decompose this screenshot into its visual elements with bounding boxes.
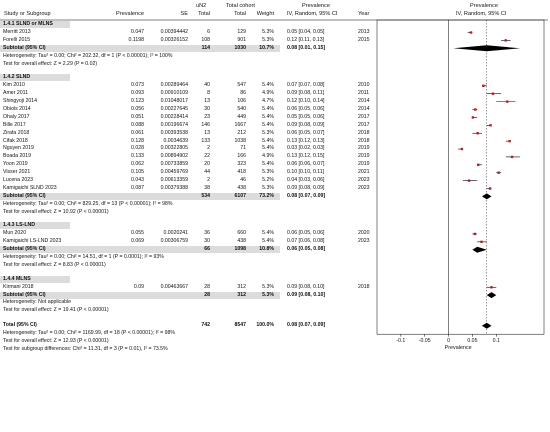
study-year: 2023 bbox=[358, 238, 370, 245]
study-year: 2023 bbox=[358, 177, 370, 184]
study-ci: 0.09 [0.08, 0.09] bbox=[287, 184, 325, 191]
header-total: Total bbox=[234, 11, 246, 17]
overall-effect-text: Test for overall effect: Z = 2.29 (P = 0.02) bbox=[3, 60, 98, 67]
study-year: 2021 bbox=[358, 169, 370, 176]
study-un2: 8 bbox=[207, 90, 210, 97]
study-ci: 0.10 [0.10, 0.11] bbox=[287, 169, 325, 176]
study-prevalence: 0.087 bbox=[131, 184, 144, 191]
subtotal-un2: 114 bbox=[201, 44, 210, 51]
study-point bbox=[476, 132, 478, 134]
study-point bbox=[489, 124, 491, 126]
x-axis-label: Prevalence bbox=[444, 345, 472, 352]
study-name: Obiols 2014 bbox=[3, 105, 31, 112]
group-title: 1.4.2 SLND bbox=[3, 74, 31, 81]
study-weight: 4.9% bbox=[262, 153, 274, 160]
study-ci: 0.06 [0.05, 0.07] bbox=[287, 129, 325, 136]
study-total: 901 bbox=[237, 36, 246, 43]
study-prevalence: 0.028 bbox=[131, 145, 144, 152]
study-un2: 133 bbox=[201, 137, 210, 144]
study-year: 2018 bbox=[358, 129, 370, 136]
study-point bbox=[461, 148, 463, 150]
study-year: 2014 bbox=[358, 98, 370, 105]
study-un2: 13 bbox=[204, 98, 210, 105]
subtotal-weight: 5.3% bbox=[262, 291, 274, 298]
heterogeneity-text: Heterogeneity: Tau² = 0.00; Chi² = 14.51, df = 1 (P = 0.0001); I² = 93% bbox=[3, 254, 164, 261]
study-prevalence: 0.128 bbox=[131, 137, 144, 144]
study-se: 0.00733859 bbox=[160, 161, 188, 168]
study-point bbox=[480, 241, 482, 243]
study-total: 323 bbox=[237, 161, 246, 168]
header-ci-group: Prevalence bbox=[302, 3, 330, 9]
study-total: 1667 bbox=[234, 121, 246, 128]
study-weight: 5.4% bbox=[262, 161, 274, 168]
study-prevalence: 0.093 bbox=[131, 90, 144, 97]
study-weight: 5.3% bbox=[262, 28, 274, 35]
study-weight: 5.2% bbox=[262, 177, 274, 184]
study-year: 2019 bbox=[358, 145, 370, 152]
study-prevalence: 0.105 bbox=[131, 169, 144, 176]
subtotal-label: Subtotal (95% CI) bbox=[3, 246, 46, 253]
study-un2: 23 bbox=[204, 113, 210, 120]
study-name: Boada 2019 bbox=[3, 153, 31, 160]
total-total: 8547 bbox=[234, 322, 246, 329]
study-name: Forelli 2015 bbox=[3, 36, 31, 43]
total-ci: 0.08 [0.07, 0.09] bbox=[287, 322, 326, 329]
study-prevalence: 0.056 bbox=[131, 105, 144, 112]
study-prevalence: 0.1198 bbox=[128, 36, 144, 43]
study-un2: 30 bbox=[204, 238, 210, 245]
subtotal-weight: 10.8% bbox=[259, 246, 274, 253]
study-ci: 0.06 [0.06, 0.07] bbox=[287, 161, 325, 168]
study-ci: 0.09 [0.08, 0.09] bbox=[287, 121, 325, 128]
study-total: 166 bbox=[237, 153, 246, 160]
study-weight: 5.4% bbox=[262, 145, 274, 152]
study-weight: 5.4% bbox=[262, 230, 274, 237]
overall-effect-text: Test for overall effect: Z = 19.41 (P < 0.00001) bbox=[3, 307, 109, 314]
header-se: SE bbox=[180, 11, 188, 17]
study-point bbox=[489, 187, 491, 189]
study-ci: 0.07 [0.07, 0.08] bbox=[287, 82, 325, 89]
study-name: Mun 2020 bbox=[3, 230, 27, 237]
header-un2-total: Total bbox=[198, 11, 210, 17]
study-weight: 4.9% bbox=[262, 90, 274, 97]
study-se: 0.00379388 bbox=[160, 184, 188, 191]
study-un2: 13 bbox=[204, 129, 210, 136]
study-name: Merritt 2013 bbox=[3, 28, 31, 35]
x-tick-label: -0.05 bbox=[418, 338, 431, 345]
study-year: 2017 bbox=[358, 121, 370, 128]
subtotal-total: 1098 bbox=[234, 246, 246, 253]
study-point bbox=[474, 108, 476, 110]
study-prevalence: 0.069 bbox=[131, 238, 144, 245]
study-year: 2018 bbox=[358, 137, 370, 144]
subtotal-un2: 66 bbox=[204, 246, 210, 253]
study-point bbox=[490, 286, 492, 288]
subtotal-weight: 10.7% bbox=[259, 44, 274, 51]
header-un2-group: uN2 bbox=[196, 3, 207, 9]
study-ci: 0.12 [0.11, 0.13] bbox=[287, 36, 325, 43]
subtotal-diamond bbox=[472, 247, 486, 253]
study-weight: 4.7% bbox=[262, 98, 274, 105]
study-un2: 40 bbox=[204, 82, 210, 89]
study-name: Kamigaichi LS-LND 2023 bbox=[3, 238, 62, 245]
study-un2: 108 bbox=[201, 36, 210, 43]
study-name: Kim 2010 bbox=[3, 82, 25, 89]
study-ci: 0.06 [0.05, 0.06] bbox=[287, 105, 325, 112]
study-se: 0.00306759 bbox=[160, 238, 188, 245]
study-prevalence: 0.062 bbox=[131, 161, 144, 168]
study-year: 2011 bbox=[358, 90, 370, 97]
x-tick-label: 0 bbox=[447, 338, 451, 345]
subtotal-un2: 534 bbox=[201, 192, 210, 199]
study-point bbox=[477, 164, 479, 166]
study-weight: 5.3% bbox=[262, 129, 274, 136]
study-un2: 30 bbox=[204, 105, 210, 112]
study-point bbox=[468, 179, 470, 181]
study-name: Yoon 2019 bbox=[3, 161, 28, 168]
study-name: Kirmani 2018 bbox=[3, 283, 34, 290]
study-name: Zirafa 2018 bbox=[3, 129, 30, 136]
study-weight: 5.4% bbox=[262, 113, 274, 120]
study-weight: 5.4% bbox=[262, 105, 274, 112]
group-title: 1.4.3 LS-LND bbox=[3, 222, 35, 229]
subtotal-label: Subtotal (95% CI) bbox=[3, 291, 46, 298]
total-weight: 100.0% bbox=[256, 322, 274, 329]
study-name: Lucena 2023 bbox=[3, 177, 34, 184]
study-un2: 6 bbox=[207, 28, 210, 35]
study-ci: 0.09 [0.08, 0.11] bbox=[287, 90, 325, 97]
study-weight: 5.4% bbox=[262, 137, 274, 144]
study-point bbox=[474, 233, 476, 235]
subtotal-label: Subtotal (95% CI) bbox=[3, 44, 46, 51]
header-ci: IV, Random, 95% CI bbox=[287, 11, 338, 17]
footer-note: Heterogeneity: Tau² = 0.00; Chi² = 1169.99, df = 18 (P < 0.00001); I² = 98% bbox=[3, 330, 176, 337]
study-ci: 0.06 [0.05, 0.06] bbox=[287, 230, 325, 237]
study-se: 0.00613359 bbox=[160, 177, 188, 184]
study-un2: 28 bbox=[204, 283, 210, 290]
header-plot-group: Prevalence bbox=[470, 3, 498, 9]
study-prevalence: 0.051 bbox=[131, 113, 144, 120]
study-name: Shingyoji 2014 bbox=[3, 98, 38, 105]
header-weight: Weight bbox=[256, 11, 274, 17]
study-point bbox=[497, 172, 499, 174]
study-un2: 20 bbox=[204, 161, 210, 168]
study-total: 1038 bbox=[234, 137, 246, 144]
study-un2: 44 bbox=[204, 169, 210, 176]
study-year: 2017 bbox=[358, 113, 370, 120]
overall-effect-text: Test for overall effect: Z = 8.83 (P < 0.00001) bbox=[3, 261, 106, 268]
subtotal-weight: 73.2% bbox=[259, 192, 274, 199]
study-ci: 0.09 [0.08, 0.10] bbox=[287, 283, 325, 290]
x-tick-label: -0.1 bbox=[396, 338, 406, 345]
study-total: 46 bbox=[240, 177, 246, 184]
study-un2: 2 bbox=[207, 145, 210, 152]
total-un2: 742 bbox=[201, 322, 210, 329]
study-prevalence: 0.047 bbox=[131, 28, 144, 35]
study-se: 0.00463667 bbox=[160, 283, 188, 290]
study-year: 2018 bbox=[358, 283, 370, 290]
study-total: 71 bbox=[240, 145, 246, 152]
study-total: 418 bbox=[237, 169, 246, 176]
subtotal-total: 6107 bbox=[234, 192, 246, 199]
study-se: 0.00459769 bbox=[160, 169, 188, 176]
study-se: 0.00227645 bbox=[160, 105, 188, 112]
study-point bbox=[508, 140, 510, 142]
overall-effect-text: Test for overall effect: Z = 10.92 (P < 0.00001) bbox=[3, 208, 109, 215]
study-total: 438 bbox=[237, 238, 246, 245]
study-year: 2013 bbox=[358, 28, 370, 35]
subtotal-ci: 0.08 [0.07, 0.09] bbox=[287, 192, 326, 199]
study-se: 0.00289464 bbox=[160, 82, 188, 89]
study-name: Kamigaichi SLND 2023 bbox=[3, 184, 57, 191]
study-prevalence: 0.043 bbox=[131, 177, 144, 184]
study-weight: 5.3% bbox=[262, 36, 274, 43]
plot-frame bbox=[377, 20, 544, 334]
heterogeneity-text: Heterogeneity: Tau² = 0.00; Chi² = 829.25, df = 13 (P < 0.00001); I² = 98% bbox=[3, 200, 173, 207]
study-prevalence: 0.073 bbox=[131, 82, 144, 89]
study-total: 212 bbox=[237, 129, 246, 136]
study-se: 0.00910109 bbox=[160, 90, 188, 97]
study-prevalence: 0.133 bbox=[131, 153, 144, 160]
header-year: Year bbox=[358, 11, 370, 17]
header-plot: IV, Random, 95% CI bbox=[456, 11, 507, 17]
study-ci: 0.04 [0.03, 0.06] bbox=[287, 177, 325, 184]
group-title: 1.4.1 SLND or MLNS bbox=[3, 21, 53, 27]
study-total: 129 bbox=[237, 28, 246, 35]
study-point bbox=[482, 85, 484, 87]
study-name: Visser 2021 bbox=[3, 169, 31, 176]
heterogeneity-text: Heterogeneity: Tau² = 0.00; Chi² = 202.32, df = 1 (P < 0.00001); I² = 100% bbox=[3, 52, 173, 59]
subtotal-label: Subtotal (95% CI) bbox=[3, 192, 46, 199]
study-un2: 146 bbox=[201, 121, 210, 128]
study-un2: 2 bbox=[207, 177, 210, 184]
study-point bbox=[505, 39, 507, 41]
study-se: 0.0020241 bbox=[163, 230, 188, 237]
footer-note: Test for overall effect: Z = 12.93 (P < 0.00001) bbox=[3, 338, 109, 344]
study-weight: 5.3% bbox=[262, 184, 274, 191]
study-prevalence: 0.055 bbox=[131, 230, 144, 237]
study-total: 449 bbox=[237, 113, 246, 120]
study-se: 0.0034639 bbox=[163, 137, 188, 144]
study-year: 2023 bbox=[358, 184, 370, 191]
study-weight: 5.3% bbox=[262, 283, 274, 290]
study-ci: 0.05 [0.04, 0.05] bbox=[287, 28, 325, 35]
x-tick-label: 0.05 bbox=[467, 338, 478, 345]
study-total: 106 bbox=[237, 98, 246, 105]
study-se: 0.00394442 bbox=[160, 28, 188, 35]
subtotal-total: 1030 bbox=[234, 44, 246, 51]
study-se: 0.00322805 bbox=[160, 145, 188, 152]
study-se: 0.00228414 bbox=[160, 113, 188, 120]
subtotal-total: 312 bbox=[237, 291, 246, 298]
study-total: 86 bbox=[240, 90, 246, 97]
study-prevalence: 0.09 bbox=[133, 283, 144, 290]
footer-note: Test for subgroup differences: Chi² = 11.31, df = 3 (P = 0.01), I² = 73.5% bbox=[3, 345, 168, 352]
study-point bbox=[470, 31, 472, 33]
header-study: Study or Subgroup bbox=[4, 11, 51, 17]
study-ci: 0.07 [0.06, 0.08] bbox=[287, 238, 325, 245]
study-point bbox=[472, 116, 474, 118]
study-se: 0.01048017 bbox=[160, 98, 188, 105]
study-total: 312 bbox=[237, 283, 246, 290]
subtotal-diamond bbox=[487, 292, 497, 298]
study-year: 2019 bbox=[358, 161, 370, 168]
study-total: 547 bbox=[237, 82, 246, 89]
study-se: 0.00894902 bbox=[160, 153, 188, 160]
study-weight: 5.4% bbox=[262, 238, 274, 245]
study-name: Nguyen 2019 bbox=[3, 145, 34, 152]
study-name: Cifak 2018 bbox=[3, 137, 28, 144]
study-un2: 22 bbox=[204, 153, 210, 160]
study-prevalence: 0.123 bbox=[131, 98, 144, 105]
study-year: 2019 bbox=[358, 153, 370, 160]
header-prevalence: Prevalence bbox=[116, 11, 144, 17]
study-total: 540 bbox=[237, 105, 246, 112]
x-tick-label: 0.1 bbox=[492, 338, 500, 345]
study-se: 0.00393538 bbox=[160, 129, 188, 136]
study-point bbox=[511, 156, 513, 158]
subtotal-ci: 0.06 [0.05, 0.08] bbox=[287, 246, 326, 253]
study-year: 2014 bbox=[358, 105, 370, 112]
study-year: 2020 bbox=[358, 230, 370, 237]
heterogeneity-text: Heterogeneity: Not applicable bbox=[3, 299, 72, 306]
header-total-cohort-group: Total cohort bbox=[226, 3, 255, 9]
subtotal-ci: 0.09 [0.08, 0.10] bbox=[287, 291, 326, 298]
study-se: 0.00196674 bbox=[160, 121, 188, 128]
study-ci: 0.03 [0.02, 0.03] bbox=[287, 145, 325, 152]
study-point bbox=[506, 100, 508, 102]
group-title: 1.4.4 MLNS bbox=[3, 275, 31, 282]
study-name: Amer 2011 bbox=[3, 90, 28, 97]
study-prevalence: 0.061 bbox=[131, 129, 144, 136]
study-weight: 5.4% bbox=[262, 82, 274, 89]
subtotal-ci: 0.08 [0.01, 0.15] bbox=[287, 44, 326, 51]
study-un2: 38 bbox=[204, 184, 210, 191]
study-ci: 0.12 [0.10, 0.14] bbox=[287, 98, 325, 105]
study-name: Ohaly 2017 bbox=[3, 113, 30, 120]
study-prevalence: 0.088 bbox=[131, 121, 144, 128]
study-total: 660 bbox=[237, 230, 246, 237]
study-name: Bille 2017 bbox=[3, 121, 26, 128]
study-weight: 5.4% bbox=[262, 121, 274, 128]
study-un2: 36 bbox=[204, 230, 210, 237]
total-label: Total (95% CI) bbox=[3, 322, 37, 329]
study-year: 2015 bbox=[358, 36, 370, 43]
study-weight: 5.3% bbox=[262, 169, 274, 176]
study-year: 2010 bbox=[358, 82, 370, 89]
study-point bbox=[492, 93, 494, 95]
study-se: 0.00326152 bbox=[160, 36, 188, 43]
subtotal-un2: 28 bbox=[204, 291, 210, 298]
study-ci: 0.13 [0.12, 0.13] bbox=[287, 137, 325, 144]
study-ci: 0.13 [0.12, 0.15] bbox=[287, 153, 325, 160]
study-total: 438 bbox=[237, 184, 246, 191]
study-ci: 0.05 [0.05, 0.06] bbox=[287, 113, 325, 120]
